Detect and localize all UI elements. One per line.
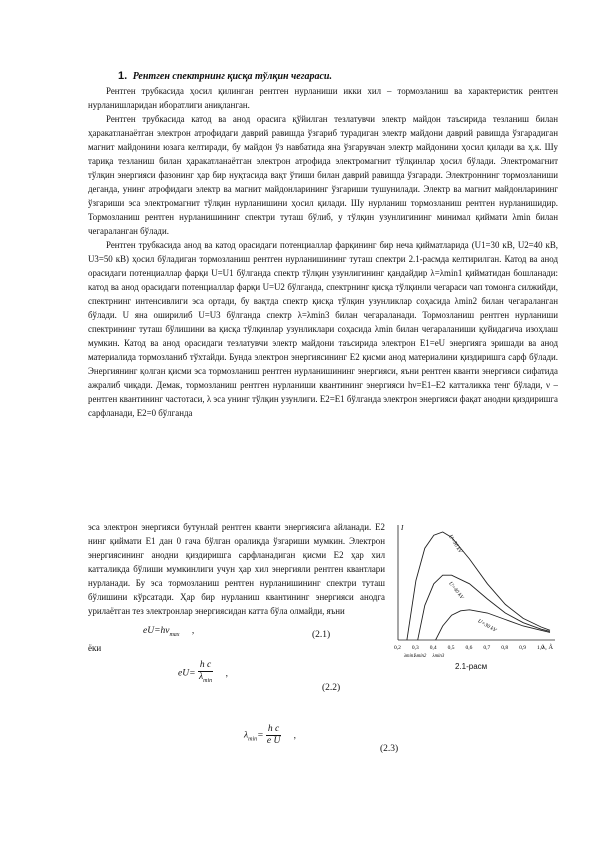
x-tick-label: 1,0 <box>537 645 544 651</box>
paragraph-4: эса электрон энергияси бутунлай рентген кванти энергиясига айланади. E2 нинг қиймати E1 дан 0 гача бўлган оралиқда ўзгариши мумкин. Электрон энергиясининг анодни қиздиришга сарфланадиган қисми E2 ҳар хил катталикда бўлиши мумкинлиги учун ҳар хил энергияли рентген квантлари нурланади. Бу эса тормозланиш рентген нурланишининг спектри туташ бўлишини кўрсатади. Ҳар бир нурланиш квантининг энергияси анодга урилаётган тез электронлар энергиясидан катта бўла олмайди, яъни <box>88 522 385 616</box>
lambda-min-label: λmin1 <box>403 654 416 659</box>
formula-2-2: eU= $\frac{\text{h c}}{\lambda_{min}}$ , <box>178 660 228 687</box>
fraction-2-2: $\frac{\text{h c}}{\lambda_{min}}$ <box>198 660 213 684</box>
formula-2-3: $\lambda_{min}=$ $\frac{\text{h c}}{\text{e U}}$ , <box>244 724 297 746</box>
series-label: U=50 kV <box>447 533 463 555</box>
lambda-min-label: λmin3 <box>432 654 445 659</box>
series-label: U=40 kV <box>447 580 465 601</box>
section-title: Рентген спектрнинг қисқа тўлқин чегараси. <box>132 71 332 82</box>
lambda-min-label: λmin2 <box>414 654 427 659</box>
series-label: U=30 kV <box>476 618 498 634</box>
formula-number-2-1: (2.1) <box>312 630 331 640</box>
y-axis-label: I <box>401 524 404 532</box>
formula-2-1: $eU=h\nu_{max}$ , <box>143 626 195 638</box>
figure-caption: 2.1-расм <box>455 662 488 671</box>
x-tick-label: 0,6 <box>465 645 473 651</box>
body-text <box>88 84 558 420</box>
spectrum-chart <box>390 520 558 670</box>
x-tick-label: 0,2 <box>394 645 401 651</box>
x-tick-label: 0,3 <box>411 645 419 651</box>
wrapped-text <box>88 520 385 618</box>
section-heading <box>118 70 332 82</box>
paragraph-1: Рентген трубкасида ҳосил қилинган рентген нурланиши икки хил – тормозланиш ва характеристик рентген нурланишларидан иборатлиги аниқланган. <box>88 86 558 110</box>
paragraph-2: Рентген трубкасида катод ва анод орасига қўйилган тезлатувчи электр майдон таъсирида тезланиш билан ҳаракатланаётган электрон атрофидаги даврий равишда ўзгариб турадиган электр майдони даврий равишда ўзгарадиган магнит майдонини юзага келтиради, бу майдон ўз навбатида яна ўзгарувчан электр майдонини ҳосил қилади ва ҳ.к. Шу тариқа тезланиш билан ҳаракатланаётган электрон атрофида электромагнит тўлқинлар ҳосил бўлади. Электромагнит тўлқин энергияси фазонинг ҳар бир нуқтасида вақт ўтиши билан даврий равишда ўзгаради. Электроннинг тормозланиши деганда, унинг атрофидаги электр ва магнит майдонларининг ўзгариши тушунилади. Электр ва магнит майдонларининг ўзгариши эса электромагнит тўлқин нурланишини ҳосил қилади. Шу нурланиш тормозланиш рентген нурланишидир. Тормозланиш рентген нурланишининг спектри туташ бўлиб, у тўлқин узунлигининг минимал қиймати λmin билан чегараланган бўлади. <box>88 114 558 236</box>
formula-number-2-2: (2.2) <box>322 683 341 693</box>
x-tick-label: 0,9 <box>519 645 527 651</box>
or-word: ёки <box>88 643 102 653</box>
x-tick-label: 0,5 <box>447 645 455 651</box>
x-tick-label: 0,8 <box>501 645 509 651</box>
paragraph-3: Рентген трубкасида анод ва катод орасидаги потенциаллар фарқининг бир неча қийматларида (U1=30 кВ, U2=40 кВ, U3=50 кВ) ҳосил бўладиган тормозланиш рентген нурланишининг туташ спектри 2.1-расмда келтирилган. Катод ва анод орасидаги потенциаллар фарқи U=U1 бўлганда спектр тўлқин узунлигининг қандайдир λ=λmin1 қийматидан бошланади: катод ва анод орасидаги потенциаллар фарқи U=U2 бўлганда, спектрнинг қисқа тўлқинли чегараси чап томонга силжийди, спектрнинг интенсивлиги эса ортади, бу вақтда спектр қисқа тўлқин узунликлар соҳасида λmin2 билан чегараланган бўлади. U яна оширилиб U=U3 бўлганда спектр λ=λmin3 билан чегараланади. Тормозланиш рентген нурланиши спектрининг туташ бўлишини ва қисқа тўлқинлар узунликлари соҳасида λmin билан чегараланиши қуйидагича изоҳлаш мумкин. Катод ва анод орасидаги тезлатувчи электр майдони таъсирида электрон E1=eU энергияга эришади ва анод материалида тормозланиб тўхтайди. Бунда электрон энергиясининг E2 қисми анод материалини қиздиришга сарф бўлади. Энергиянинг қолган қисми эса тормозланиш рентген нурланишининг энергияси, яъни рентген кванти энергияси сифатида ажралиб чиқади. Демак, тормозланиш рентген нурланиши квантининг энергияси hν=E1–E2 катталикка тенг бўлади, ν – рентген квантининг частотаси, λ эса унинг тўлқин узунлиги. E2=E1 бўлганда электрон энергияси фақат анодни қиздиришга сарфланади, E2=0 бўлганда <box>88 240 558 418</box>
spectrum-curve <box>418 575 550 640</box>
fraction-2-3: $\frac{\text{h c}}{\text{e U}}$ <box>266 724 281 746</box>
x-axis-label: λ, Å <box>542 644 554 651</box>
formula-number-2-3: (2.3) <box>380 744 399 754</box>
x-tick-label: 0,7 <box>483 645 491 651</box>
x-tick-label: 0,4 <box>429 645 437 651</box>
section-number: 1. <box>118 70 128 82</box>
